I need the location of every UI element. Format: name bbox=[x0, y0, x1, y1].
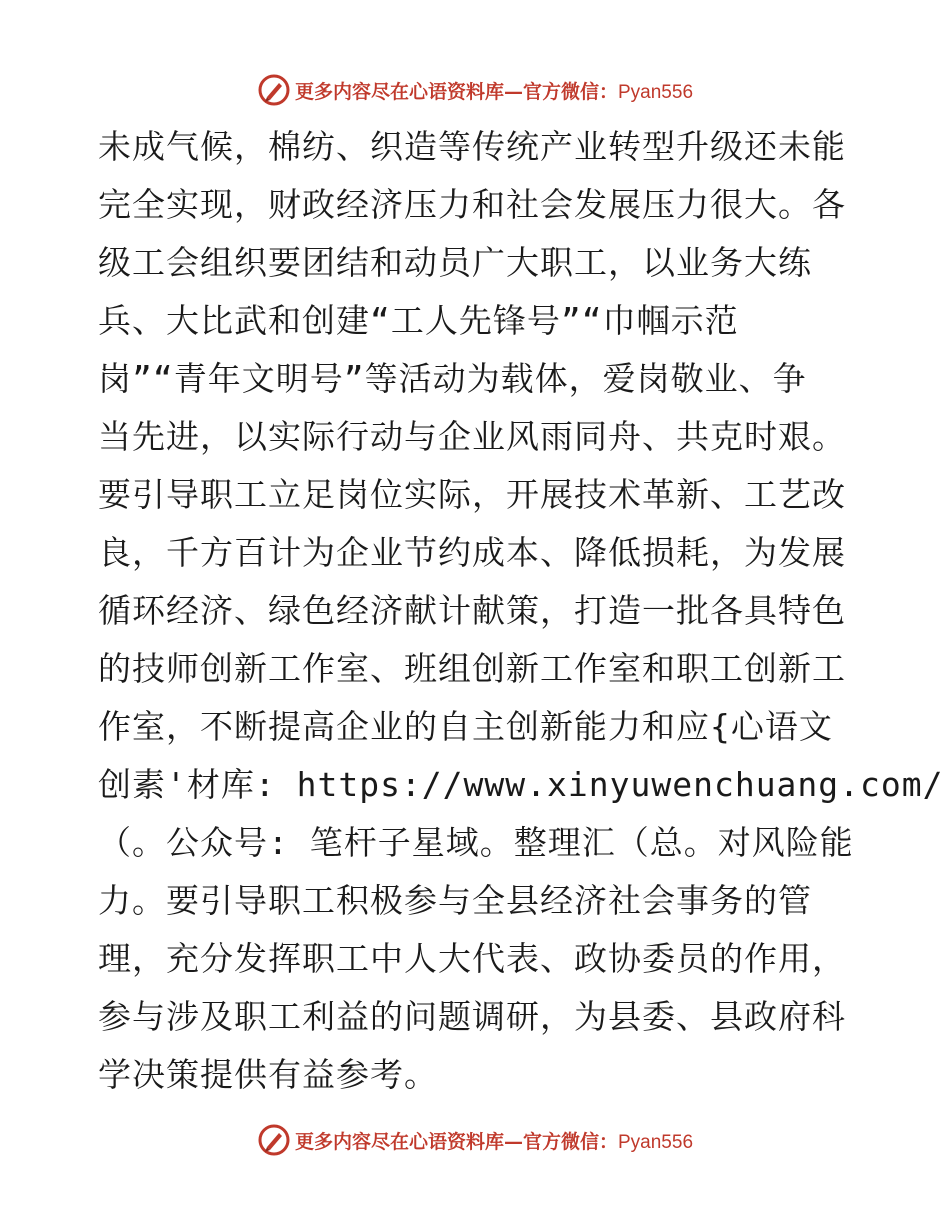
footer-banner bbox=[0, 1120, 950, 1160]
header-banner-contact: Pyan556 bbox=[618, 81, 694, 103]
header-banner bbox=[0, 70, 950, 110]
text-line: （。公众号: 笔杆子星域。整理汇（总。对风险能 bbox=[98, 823, 854, 862]
text-line: 未成气候，棉纺、织造等传统产业转型升级还未能 bbox=[98, 127, 846, 166]
text-line: 兵、大比武和创建“工人先锋号”“巾帼示范 bbox=[98, 301, 739, 340]
text-line: 的技师创新工作室、班组创新工作室和职工创新工 bbox=[98, 649, 846, 688]
text-line: 良，千方百计为企业节约成本、降低损耗，为发展 bbox=[98, 533, 846, 572]
pen-logo-icon bbox=[257, 73, 291, 107]
text-line: 当先进，以实际行动与企业风雨同舟、共克时艰。 bbox=[98, 417, 846, 456]
text-line: 理，充分发挥职工中人大代表、政协委员的作用， bbox=[98, 939, 846, 978]
text-line: 完全实现，财政经济压力和社会发展压力很大。各 bbox=[98, 185, 846, 224]
text-line: 要引导职工立足岗位实际，开展技术革新、工艺改 bbox=[98, 475, 846, 514]
text-line: 创素'材库: https://www.xinyuwenchuang.com/ bbox=[98, 765, 944, 804]
text-line: 岗”“青年文明号”等活动为载体，爱岗敬业、争 bbox=[98, 359, 807, 398]
body-text bbox=[98, 118, 944, 1104]
text-line: 参与涉及职工利益的问题调研，为县委、县政府科 bbox=[98, 997, 846, 1036]
text-line: 力。要引导职工积极参与全县经济社会事务的管 bbox=[98, 881, 812, 920]
text-line: 级工会组织要团结和动员广大职工，以业务大练 bbox=[98, 243, 812, 282]
text-line: 学决策提供有益参考。 bbox=[98, 1055, 438, 1094]
header-banner-text: 更多内容尽在心语资料库—官方微信：Pyan556 bbox=[294, 80, 694, 103]
text-line: 循环经济、绿色经济献计献策，打造一批各具特色 bbox=[98, 591, 846, 630]
pen-logo-icon bbox=[257, 1123, 291, 1157]
footer-banner-text: 更多内容尽在心语资料库—官方微信：Pyan556 bbox=[294, 1130, 694, 1153]
text-line: 作室，不断提高企业的自主创新能力和应{心语文 bbox=[98, 707, 833, 746]
footer-banner-contact: Pyan556 bbox=[618, 1131, 694, 1153]
